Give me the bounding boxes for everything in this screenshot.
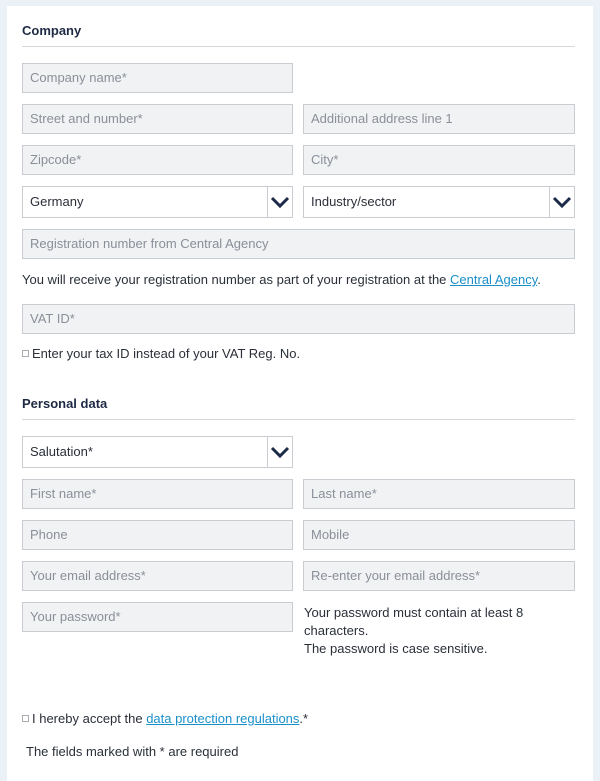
email-confirm-input[interactable]: Re-enter your email address* [303,561,575,591]
first-name-input[interactable]: First name* [22,479,293,509]
phone-input[interactable]: Phone [22,520,293,550]
password-input[interactable]: Your password* [22,602,293,632]
data-protection-consent[interactable] [22,711,308,726]
industry-select-value: Industry/sector [311,194,397,209]
tax-id-option[interactable] [22,346,300,361]
personal-divider [22,419,575,420]
password-hint-line-1: Your password must contain at least 8 [304,605,524,620]
salutation-select-value: Salutation* [30,444,93,459]
registration-number-input[interactable]: Registration number from Central Agency [22,229,575,259]
data-protection-checkbox[interactable] [22,715,29,722]
tax-id-checkbox[interactable] [22,350,29,357]
registration-info-suffix: . [537,272,541,287]
chevron-down-icon [267,437,292,467]
city-input[interactable]: City* [303,145,575,175]
last-name-input[interactable]: Last name* [303,479,575,509]
country-select-value: Germany [30,194,84,209]
zipcode-input[interactable]: Zipcode* [22,145,293,175]
personal-section-title: Personal data [22,396,108,411]
required-fields-note: The fields marked with * are required [26,744,239,759]
country-select[interactable] [22,186,293,218]
registration-info-label: You will receive your registration number as part of your registration at the [22,272,447,287]
consent-suffix: .* [299,711,309,726]
vat-id-input[interactable]: VAT ID* [22,304,575,334]
password-hint-line-2: characters. [304,623,369,638]
data-protection-link[interactable]: data protection regulations [146,711,300,726]
industry-select[interactable] [303,186,575,218]
salutation-select[interactable] [22,436,293,468]
tax-id-checkbox-label: Enter your tax ID instead of your VAT Reg. No. [32,346,301,361]
company-divider [22,46,575,47]
mobile-input[interactable]: Mobile [303,520,575,550]
central-agency-link[interactable]: Central Agency [450,272,538,287]
company-section-title: Company [22,23,82,38]
additional-address-input[interactable]: Additional address line 1 [303,104,575,134]
chevron-down-icon [549,187,574,217]
registration-form-panel [7,6,593,781]
registration-info-text [22,272,541,287]
company-name-input[interactable]: Company name* [22,63,293,93]
password-hint [304,604,523,658]
street-input[interactable]: Street and number* [22,104,293,134]
password-hint-line-3: The password is case sensitive. [304,641,488,656]
chevron-down-icon [267,187,292,217]
email-input[interactable]: Your email address* [22,561,293,591]
consent-prefix: I hereby accept the [32,711,143,726]
